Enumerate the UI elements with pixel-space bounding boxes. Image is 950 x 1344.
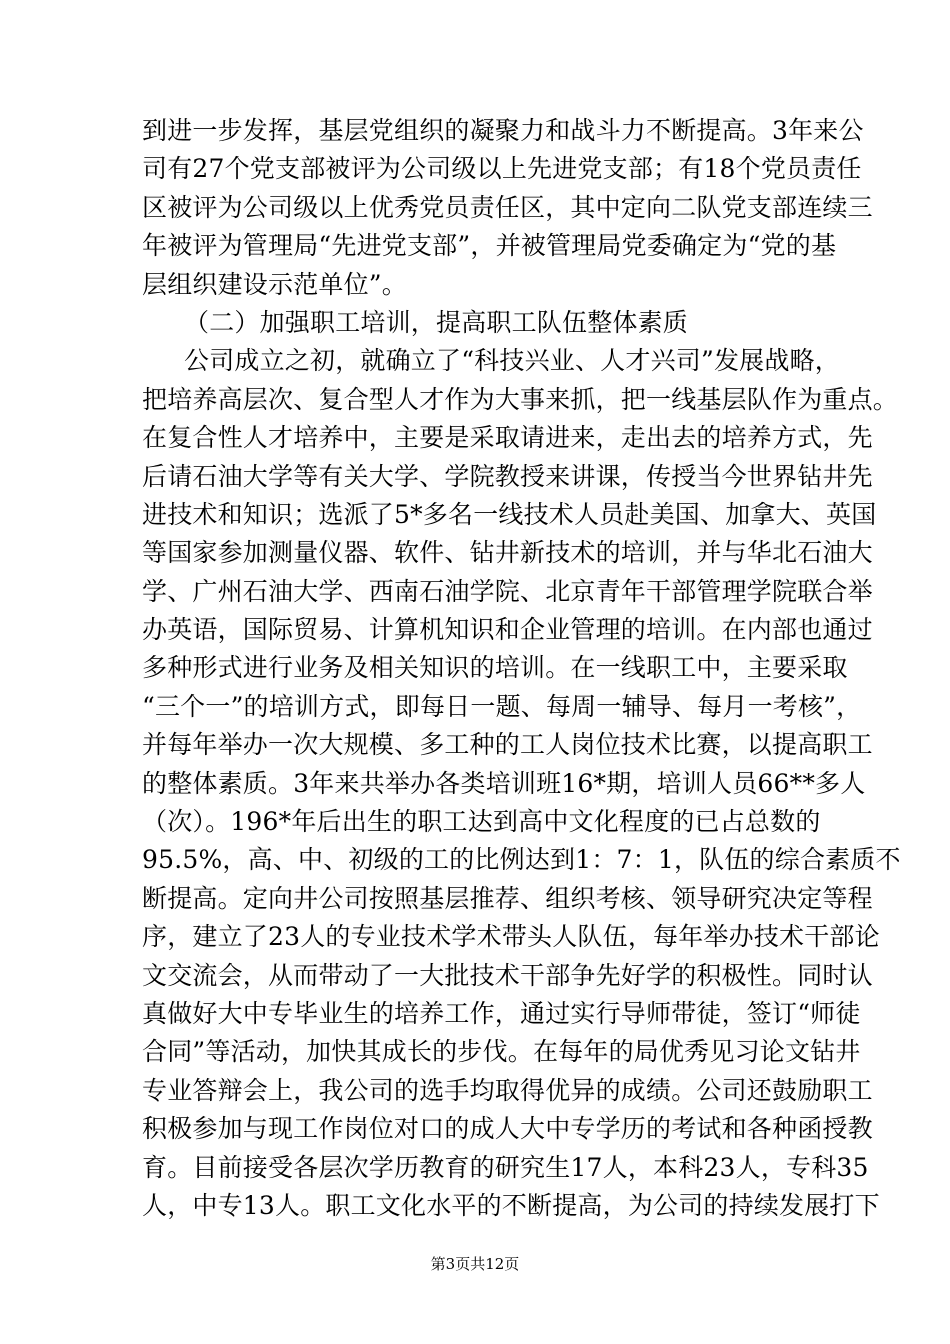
- paragraph-first-line: 公司成立之初，就确立了“科技兴业、人才兴司”发展战略，: [184, 346, 840, 376]
- text-line: 积极参加与现工作岗位对口的成人大中专学历的考试和各种函授教: [142, 1114, 873, 1144]
- text-line: 的整体素质。3年来共举办各类培训班16*期，培训人员66**多人: [142, 768, 866, 798]
- text-line: 文交流会，从而带动了一大批技术干部争先好学的积极性。同时认: [142, 960, 873, 990]
- text-line: 学、广州石油大学、西南石油学院、北京青年干部管理学院联合举: [142, 576, 873, 606]
- document-body: [142, 112, 901, 1225]
- text-line: （次）。196*年后出生的职工达到高中文化程度的已占总数的: [142, 807, 821, 837]
- text-line: “三个一”的培训方式，即每日一题、每周一辅导、每月一考核”，: [142, 691, 862, 721]
- text-line: 年被评为管理局“先进党支部”，并被管理局党委确定为“党的基: [142, 231, 837, 261]
- text-line: 进技术和知识；选派了5*多名一线技术人员赴美国、加拿大、英国: [142, 499, 877, 529]
- text-line: 层组织建设示范单位”。: [142, 269, 407, 299]
- text-line: 后请石油大学等有关大学、学院教授来讲课，传授当今世界钻井先: [142, 461, 873, 491]
- text-line: 真做好大中专毕业生的培养工作，通过实行导师带徒，签订“师徒: [142, 998, 861, 1028]
- text-line: 司有27个党支部被评为公司级以上先进党支部；有18个党员责任: [142, 154, 862, 184]
- text-line: 育。目前接受各层次学历教育的研究生17人，本科23人，专科35: [142, 1152, 869, 1182]
- text-line: 95.5%，高、中、初级的工的比例达到1：7：1，队伍的综合素质不: [142, 845, 901, 875]
- text-line: 在复合性人才培养中，主要是采取请进来，走出去的培养方式，先: [142, 423, 873, 453]
- section-heading: （二）加强职工培训，提高职工队伍整体素质: [184, 307, 689, 337]
- text-line: 区被评为公司级以上优秀党员责任区，其中定向二队党支部连续三: [142, 192, 873, 222]
- text-line: 多种形式进行业务及相关知识的培训。在一线职工中，主要采取: [142, 653, 848, 683]
- text-line: 等国家参加测量仪器、软件、钻井新技术的培训，并与华北石油大: [142, 538, 873, 568]
- page-number: 第3页共12页: [430, 1255, 520, 1273]
- text-line: 办英语，国际贸易、计算机知识和企业管理的培训。在内部也通过: [142, 615, 873, 645]
- text-line: 序，建立了23人的专业技术学术带头人队伍，每年举办技术干部论: [142, 922, 880, 952]
- text-line: 到进一步发挥，基层党组织的凝聚力和战斗力不断提高。3年来公: [142, 116, 864, 145]
- text-line: 断提高。定向井公司按照基层推荐、组织考核、领导研究决定等程: [142, 883, 873, 913]
- text-line: 把培养高层次、复合型人才作为大事来抓，把一线基层队作为重点。: [142, 384, 899, 414]
- text-line: 专业答辩会上，我公司的选手均取得优异的成绩。公司还鼓励职工: [142, 1075, 873, 1105]
- text-line: 并每年举办一次大规模、多工种的工人岗位技术比赛，以提高职工: [142, 730, 873, 760]
- text-line: 人，中专13人。职工文化水平的不断提高，为公司的持续发展打下: [142, 1190, 880, 1220]
- text-line: 合同”等活动，加快其成长的步伐。在每年的局优秀见习论文钻井: [142, 1037, 861, 1067]
